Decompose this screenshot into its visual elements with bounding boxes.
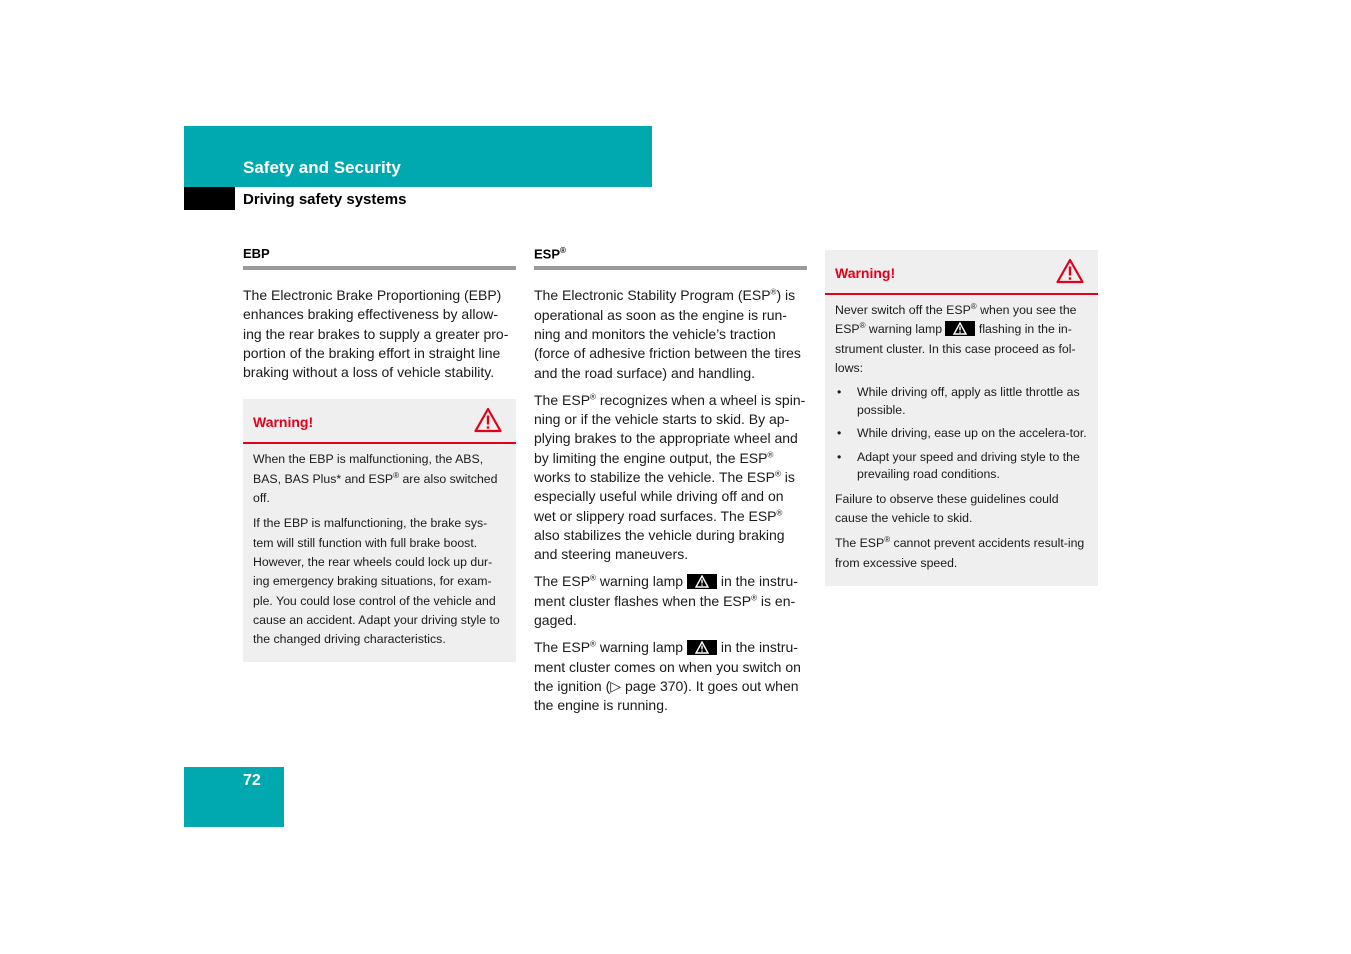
ebp-warning-body <box>243 444 516 662</box>
esp-warning-paragraph: The ESP® cannot prevent accidents result-ing from excessive speed. <box>835 535 1085 570</box>
ebp-intro <box>243 286 516 382</box>
ebp-heading: EBP <box>243 246 270 261</box>
page-number: 72 <box>243 772 261 789</box>
esp-paragraph: The ESP® warning lamp in the instru-ment cluster flashes when the ESP® is en-gaged. <box>534 573 798 629</box>
esp-warning-paragraph: Never switch off the ESP® when you see the ESP® warning lamp flashing in the in-strument cluster. In this case proceed as fol-lows: <box>835 301 1077 375</box>
esp-heading-rule <box>534 266 807 270</box>
ebp-warning-paragraph: If the EBP is malfunctioning, the brake sys-tem will still function with full brake boost. However, the rear wheels could lock up dur-ing emergency braking situations, for exam-ple. You could lose control of the vehicle and cause an accident. Adapt your driving style to the changed driving characteristics. <box>253 516 500 647</box>
esp-column <box>534 246 807 724</box>
esp-body <box>534 286 807 715</box>
section-tab-marker <box>184 187 235 210</box>
ebp-warning-label: Warning! <box>253 414 314 431</box>
esp-warning-lamp-icon <box>687 574 717 589</box>
ebp-warning-box <box>243 399 516 662</box>
page-reference-triangle-icon: ▷ <box>610 677 622 694</box>
list-item: • While driving off, apply as little throttle as possible. <box>835 384 1089 419</box>
section-title: Safety and Security <box>243 158 401 177</box>
esp-warning-paragraph: Failure to observe these guidelines could cause the vehicle to skid. <box>835 491 1059 525</box>
warning-triangle-icon <box>1056 258 1084 284</box>
esp-warning-list <box>835 384 1089 484</box>
warning-triangle-icon <box>474 407 502 433</box>
esp-warning-box <box>825 250 1098 586</box>
ebp-column <box>243 246 516 662</box>
esp-warning-label: Warning! <box>835 265 896 281</box>
esp-warning-header <box>825 250 1098 295</box>
subsection-title: Driving safety systems <box>243 191 407 208</box>
esp-paragraph: The ESP® recognizes when a wheel is spin-ning or if the vehicle starts to skid. By ap-plying brakes to the appropriate wheel and by limiting the engine output, the ESP® works to stabilize the vehicle. The ESP® is especially useful while driving off and on wet or slippery road surfaces. The ESP® also stabilizes the vehicle during braking and steering maneuvers. <box>534 391 806 563</box>
list-item: • While driving, ease up on the accelera-tor. <box>835 425 1089 443</box>
esp-warning-body <box>825 295 1098 586</box>
esp-paragraph: The Electronic Stability Program (ESP®) is operational as soon as the engine is run-ning and monitors the vehicle’s traction (force of adhesive friction between the tires and the road surface) and handling. <box>534 287 801 381</box>
ebp-heading-rule <box>243 266 516 270</box>
ebp-warning-paragraph: When the EBP is malfunctioning, the ABS, BAS, BAS Plus* and ESP® are also switched off. <box>253 452 498 506</box>
esp-warning-lamp-icon <box>687 640 717 655</box>
list-item: • Adapt your speed and driving style to the prevailing road conditions. <box>835 449 1089 484</box>
ebp-warning-header <box>243 399 516 444</box>
ebp-intro-text: The Electronic Brake Proportioning (EBP) enhances braking effectiveness by allow-ing the rear brakes to supply a greater pro-portion of the braking effort in straight line braking without a loss of vehicle stability. <box>243 287 509 381</box>
esp-paragraph: The ESP® warning lamp in the instru-ment cluster comes on when you switch on the ignition (▷ page 370). It goes out when the engine is running. <box>534 639 801 714</box>
page-number-band <box>184 767 284 827</box>
esp-warning-lamp-icon <box>945 321 975 336</box>
esp-heading: ESP® <box>534 246 566 262</box>
